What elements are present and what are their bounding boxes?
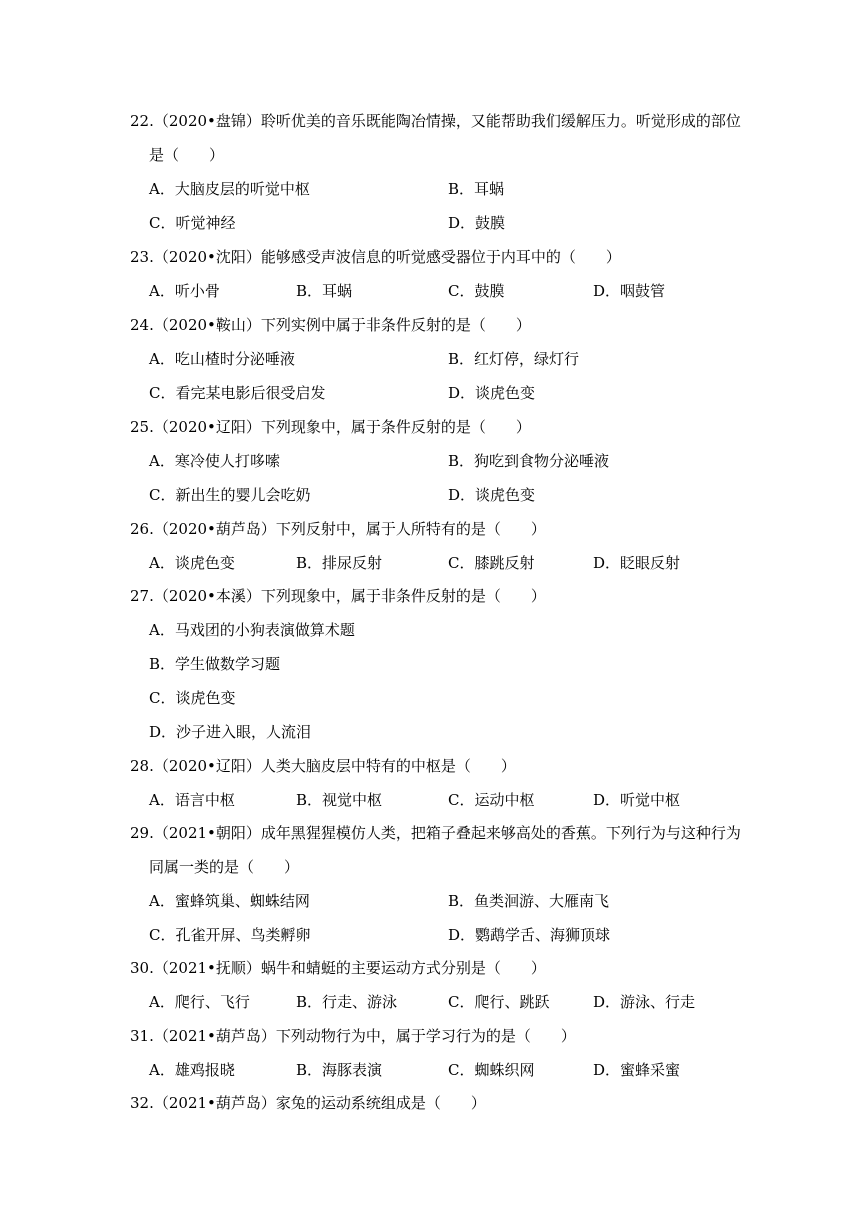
question-26-option-c: C．膝跳反射	[448, 554, 535, 572]
question-28-option-d: D．听觉中枢	[593, 791, 681, 809]
question-28-option-c: C．运动中枢	[448, 791, 535, 809]
question-29-option-b: B．鱼类洄游、大雁南飞	[448, 892, 610, 910]
question-30-option-c: C．爬行、跳跃	[448, 993, 550, 1011]
question-23-option-c: C．鼓膜	[448, 282, 505, 300]
question-25-stem: 25.（2020•辽阳）下列现象中，属于条件反射的是（ ）	[130, 418, 531, 436]
question-27-option-d: D．沙子进入眼，人流泪	[149, 723, 312, 741]
question-28-option-a: A．语言中枢	[149, 791, 235, 809]
question-31-stem: 31.（2021•葫芦岛）下列动物行为中，属于学习行为的是（ ）	[130, 1027, 576, 1045]
question-31-option-a: A．雄鸡报晓	[149, 1061, 235, 1079]
question-22-option-a: A．大脑皮层的听觉中枢	[149, 180, 310, 198]
question-26-option-a: A．谈虎色变	[149, 554, 235, 572]
question-22-stem-continued: 是（ ）	[149, 146, 225, 164]
question-27-option-a: A．马戏团的小狗表演做算术题	[149, 621, 355, 639]
question-24-stem: 24.（2020•鞍山）下列实例中属于非条件反射的是（ ）	[130, 316, 531, 334]
question-23-stem: 23.（2020•沈阳）能够感受声波信息的听觉感受器位于内耳中的（ ）	[130, 248, 621, 266]
question-23-option-b: B．耳蜗	[296, 282, 353, 300]
question-30-option-a: A．爬行、飞行	[149, 993, 250, 1011]
question-24-option-c: C．看完某电影后很受启发	[149, 384, 326, 402]
question-22-option-d: D．鼓膜	[448, 214, 506, 232]
question-31-option-c: C．蜘蛛织网	[448, 1061, 535, 1079]
question-31-option-b: B．海豚表演	[296, 1061, 383, 1079]
question-31-option-d: D．蜜蜂采蜜	[593, 1061, 681, 1079]
question-26-option-b: B．排尿反射	[296, 554, 383, 572]
question-30-option-d: D．游泳、行走	[593, 993, 696, 1011]
question-24-option-b: B．红灯停，绿灯行	[448, 350, 580, 368]
question-25-option-a: A．寒冷使人打哆嗦	[149, 452, 280, 470]
question-28-option-b: B．视觉中枢	[296, 791, 383, 809]
question-29-option-c: C．孔雀开屏、鸟类孵卵	[149, 926, 311, 944]
question-29-stem-continued: 同属一类的是（ ）	[149, 858, 300, 876]
question-27-option-c: C．谈虎色变	[149, 689, 236, 707]
question-28-stem: 28.（2020•辽阳）人类大脑皮层中特有的中枢是（ ）	[130, 757, 516, 775]
question-24-option-a: A．吃山楂时分泌唾液	[149, 350, 295, 368]
question-25-option-c: C．新出生的婴儿会吃奶	[149, 486, 311, 504]
question-30-option-b: B．行走、游泳	[296, 993, 398, 1011]
question-24-option-d: D．谈虎色变	[448, 384, 536, 402]
question-27-stem: 27.（2020•本溪）下列现象中，属于非条件反射的是（ ）	[130, 587, 546, 605]
question-26-option-d: D．眨眼反射	[593, 554, 681, 572]
question-25-option-b: B．狗吃到食物分泌唾液	[448, 452, 610, 470]
question-22-option-c: C．听觉神经	[149, 214, 236, 232]
question-29-stem: 29.（2021•朝阳）成年黑猩猩模仿人类，把箱子叠起来够高处的香蕉。下列行为与这种行为	[130, 824, 741, 842]
question-23-option-d: D．咽鼓管	[593, 282, 666, 300]
question-27-option-b: B．学生做数学习题	[149, 655, 281, 673]
question-29-option-a: A．蜜蜂筑巢、蜘蛛结网	[149, 892, 310, 910]
question-26-stem: 26.（2020•葫芦岛）下列反射中，属于人所特有的是（ ）	[130, 520, 546, 538]
question-29-option-d: D．鹦鹉学舌、海狮顶球	[448, 926, 611, 944]
question-22-stem: 22.（2020•盘锦）聆听优美的音乐既能陶冶情操，又能帮助我们缓解压力。听觉形成的部位	[130, 112, 741, 130]
question-32-stem: 32.（2021•葫芦岛）家兔的运动系统组成是（ ）	[130, 1094, 486, 1112]
question-25-option-d: D．谈虎色变	[448, 486, 536, 504]
question-30-stem: 30.（2021•抚顺）蜗牛和蜻蜓的主要运动方式分别是（ ）	[130, 959, 546, 977]
question-23-option-a: A．听小骨	[149, 282, 220, 300]
question-22-option-b: B．耳蜗	[448, 180, 505, 198]
